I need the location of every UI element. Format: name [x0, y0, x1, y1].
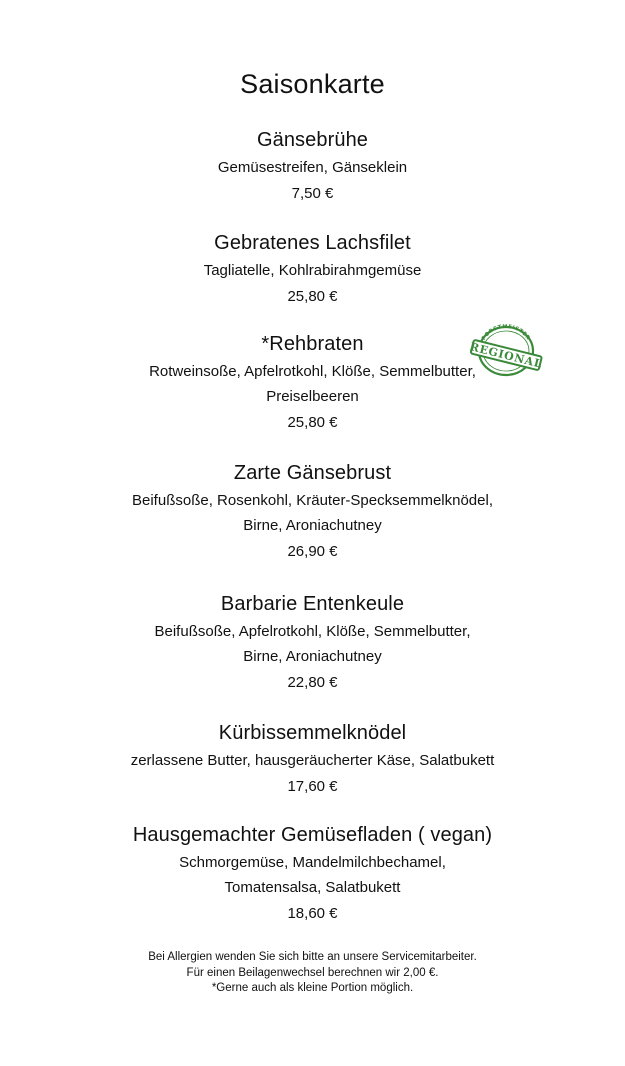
footer-allergy-note: Bei Allergien wenden Sie sich bitte an unsere Servicemitarbeiter.	[148, 951, 477, 963]
dish-description-line: Gemüsestreifen, Gänseklein	[217, 159, 408, 176]
dish-name: Gänsebrühe	[256, 129, 369, 151]
dish-price: 7,50 €	[291, 185, 334, 202]
dish-description	[0, 850, 625, 900]
dish-description-line: zerlassene Butter, hausgeräucherter Käse, Salatbukett	[130, 752, 495, 769]
dish-name: Gebratenes Lachsfilet	[214, 232, 411, 254]
dish-price: 25,80 €	[287, 414, 338, 431]
footer-portion-note: *Gerne auch als kleine Portion möglich.	[211, 982, 414, 994]
dish-price: 22,80 €	[287, 674, 338, 691]
footer-notes	[0, 950, 625, 997]
dish-price: 18,60 €	[287, 905, 338, 922]
dish-price: 17,60 €	[287, 778, 338, 795]
dish-price: 26,90 €	[287, 543, 338, 560]
page-title: Saisonkarte	[240, 69, 385, 99]
dish-item	[0, 719, 625, 799]
regional-stamp-icon	[468, 320, 544, 382]
dish-description	[0, 155, 625, 180]
dish-name: Hausgemachter Gemüsefladen ( vegan)	[132, 824, 493, 846]
stamp-main-text: REGIONAL	[468, 340, 544, 371]
dish-name: Barbarie Entenkeule	[220, 593, 405, 615]
footer-side-dish-note: Für einen Beilagenwechsel berechnen wir 2,00 €.	[186, 966, 439, 979]
dish-item	[0, 821, 625, 926]
dish-item	[0, 459, 625, 564]
dish-item	[0, 126, 625, 206]
dish-description	[0, 488, 625, 538]
dish-description-line: Preiselbeeren	[266, 388, 359, 405]
dish-description	[0, 748, 625, 773]
dish-name: Kürbissemmelknödel	[218, 722, 407, 744]
dish-item	[0, 229, 625, 309]
dish-description-line: Tagliatelle, Kohlrabirahmgemüse	[203, 262, 422, 279]
dish-description	[0, 619, 625, 669]
dish-description-line: Schmorgemüse, Mandelmilchbechamel,	[179, 854, 446, 871]
svg-text:FORSTMEISTER	[481, 324, 531, 342]
dish-description-line: Tomatensalsa, Salatbukett	[224, 879, 401, 896]
dish-name: *Rehbraten	[261, 333, 364, 355]
dish-price: 25,80 €	[287, 288, 338, 305]
dish-description-line: Beifußsoße, Apfelrotkohl, Klöße, Semmelbutter,	[154, 623, 471, 640]
stamp-top-text: FORSTMEISTER	[480, 323, 532, 342]
dish-item	[0, 590, 625, 695]
dish-description-line: Rotweinsoße, Apfelrotkohl, Klöße, Semmelbutter,	[149, 363, 476, 380]
dish-description-line: Birne, Aroniachutney	[243, 648, 382, 665]
dish-name: Zarte Gänsebrust	[233, 462, 392, 484]
dish-description	[0, 258, 625, 283]
dish-description-line: Beifußsoße, Rosenkohl, Kräuter-Specksemmelknödel,	[132, 492, 493, 509]
dish-description-line: Birne, Aroniachutney	[243, 517, 382, 534]
